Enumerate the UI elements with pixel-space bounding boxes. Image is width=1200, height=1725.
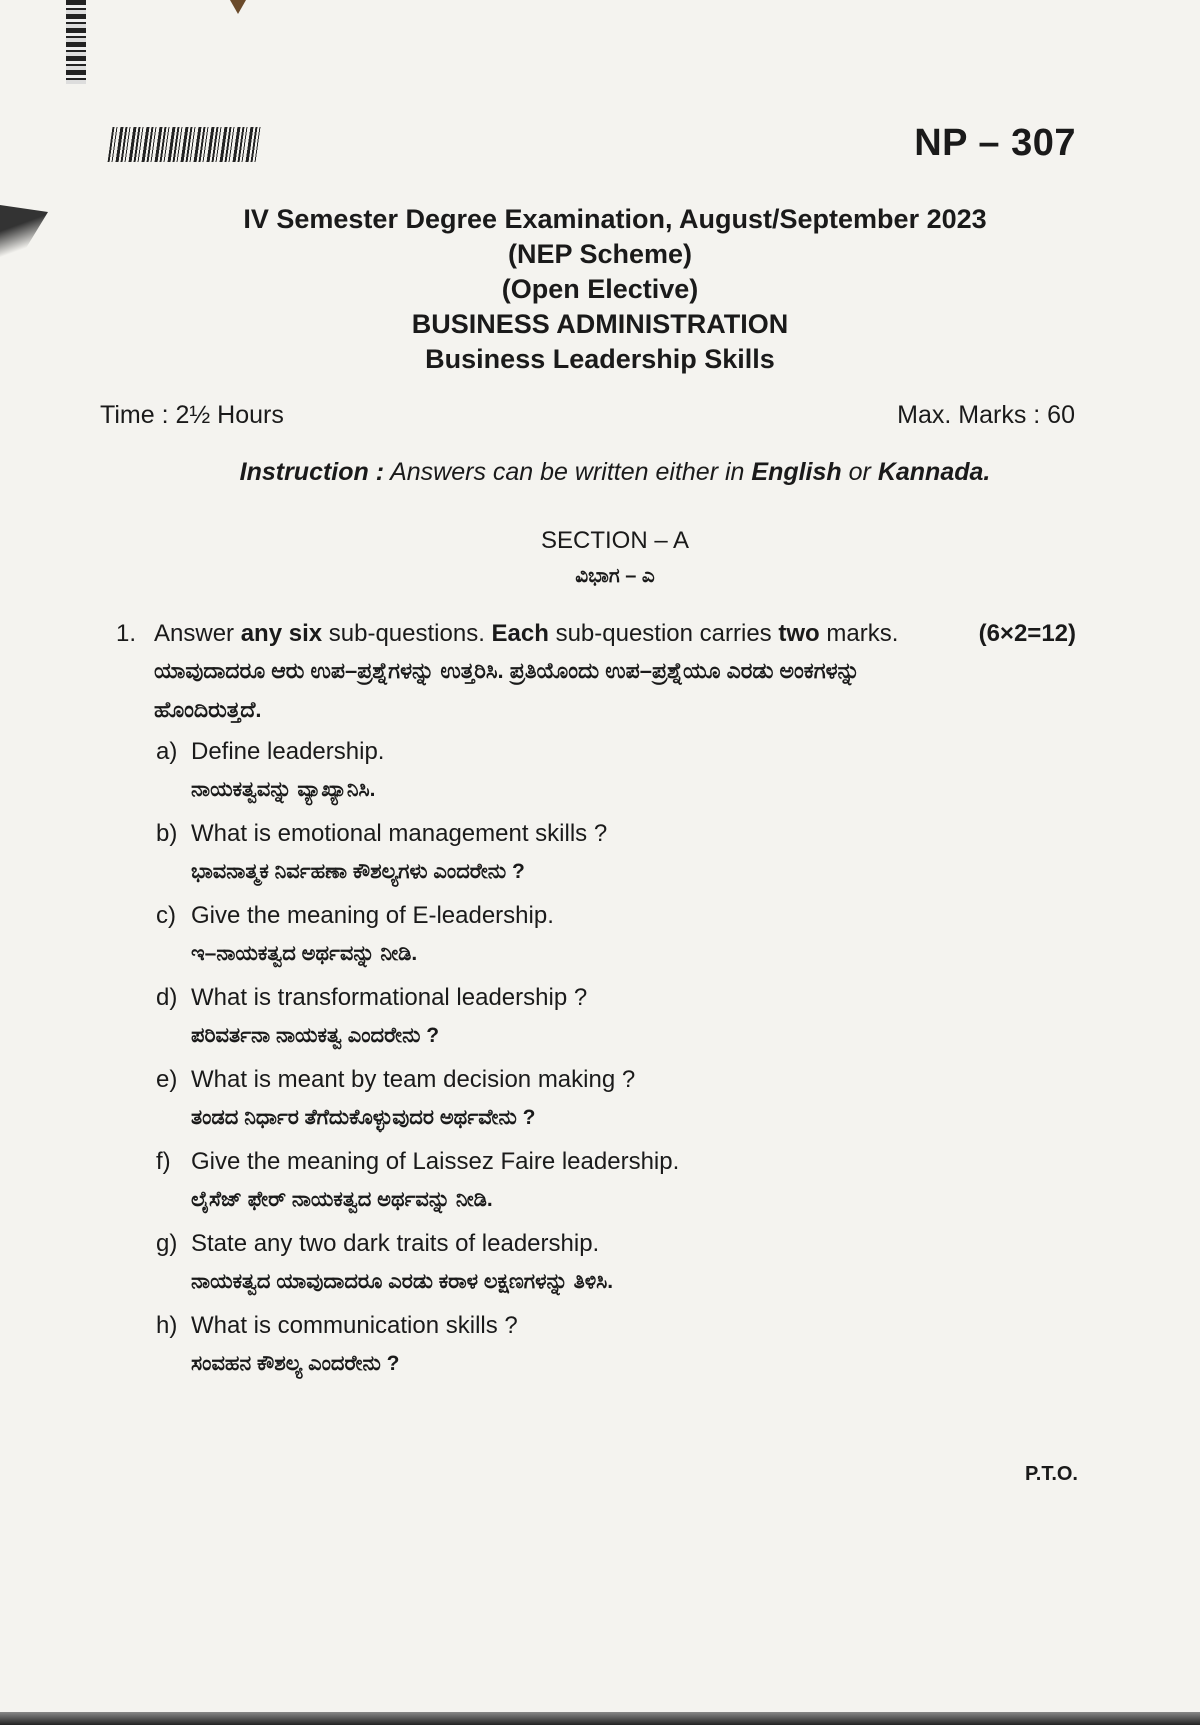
sub-question-kannada: ನಾಯಕತ್ವವನ್ನು ವ್ಯಾಖ್ಯಾನಿಸಿ. [191,778,376,801]
sub-question-english: What is meant by team decision making ? [191,1066,636,1093]
sub-question-english: What is emotional management skills ? [191,820,608,847]
instruction-lang-english: English [751,458,842,486]
scan-bottom-edge [0,1712,1200,1725]
sub-question-letter: f) [156,1148,171,1175]
exam-subject: BUSINESS ADMINISTRATION [411,309,789,339]
question-text-kannada-line1: ಯಾವುದಾದರೂ ಆರು ಉಪ–ಪ್ರಶ್ನೆಗಳನ್ನು ಉತ್ತರಿಸಿ. ಪ್ರತಿಯೊಂದು ಉಪ–ಪ್ರಶ್ನೆಯೂ ಎರಡು ಅಂಕಗಳನ್ನು [154,658,860,683]
sub-question-letter: d) [156,984,178,1011]
exam-time: Time : 2½ Hours [100,401,284,429]
sub-question-letter: h) [156,1312,178,1339]
sub-question-kannada: ಲೈಸೆಜ್ ಫೇರ್ ನಾಯಕತ್ವದ ಅರ್ಥವನ್ನು ನೀಡಿ. [191,1188,493,1211]
exam-max-marks: Max. Marks : 60 [897,401,1075,429]
section-title: SECTION – A [540,527,690,554]
side-barcode-strip [66,0,86,84]
exam-course: Business Leadership Skills [425,344,775,374]
sub-question-kannada: ನಾಯಕತ್ವದ ಯಾವುದಾದರೂ ಎರಡು ಕರಾಳ ಲಕ್ಷಣಗಳನ್ನು ತಿಳಿಸಿ. [191,1270,614,1293]
exam-title-block [0,202,1200,377]
sub-question-english: Define leadership. [191,738,385,765]
instruction-label: Instruction : [239,458,385,486]
sub-question-kannada: ಭಾವನಾತ್ಮಕ ನಿರ್ವಹಣಾ ಕೌಶಲ್ಯಗಳು ಎಂದರೇನು ? [191,860,525,883]
please-turn-over: P.T.O. [1025,1463,1078,1485]
sub-question-letter: b) [156,820,178,847]
sub-question-english: State any two dark traits of leadership. [191,1230,600,1257]
instruction-text: Answers can be written either in [390,458,745,486]
question-number: 1. [116,620,137,647]
exam-elective: (Open Elective) [501,274,699,304]
question-text-kannada-line2: ಹೊಂದಿರುತ್ತದೆ. [154,697,262,722]
sub-question-letter: g) [156,1230,178,1257]
sub-question-letter: e) [156,1066,178,1093]
instruction-line [0,458,1200,487]
paper-code: NP – 307 [914,122,1076,164]
sub-question-kannada: ಇ–ನಾಯಕತ್ವದ ಅರ್ಥವನ್ನು ನೀಡಿ. [191,942,418,965]
instruction-or: or [848,458,871,486]
sub-question-english: Give the meaning of Laissez Faire leadership. [191,1148,680,1175]
sub-question-english: Give the meaning of E-leadership. [191,902,554,929]
instruction-lang-kannada: Kannada. [877,458,991,486]
exam-scheme: (NEP Scheme) [507,239,693,269]
sub-question-letter: c) [156,902,176,929]
sub-question-kannada: ತಂಡದ ನಿರ್ಧಾರ ತೆಗೆದುಕೊಳ್ಳುವುದರ ಅರ್ಥವೇನು ? [191,1106,536,1129]
page-edge-mark [230,0,246,14]
exam-title: IV Semester Degree Examination, August/September 2023 [243,204,987,234]
sub-question-kannada: ಪರಿವರ್ತನಾ ನಾಯಕತ್ವ ಎಂದರೇನು ? [191,1024,440,1047]
sub-question-kannada: ಸಂವಹನ ಕೌಶಲ್ಯ ಎಂದರೇನು ? [191,1352,400,1375]
section-title-kannada: ವಿಭಾಗ – ಎ [575,565,655,587]
sub-question-english: What is communication skills ? [191,1312,518,1339]
question-text: Answer any six sub-questions. Each sub-question carries two marks. [154,620,899,647]
sub-question-english: What is transformational leadership ? [191,984,588,1011]
sub-question-letter: a) [156,738,178,765]
question-marks: (6×2=12) [978,620,1076,647]
barcode [108,127,263,162]
